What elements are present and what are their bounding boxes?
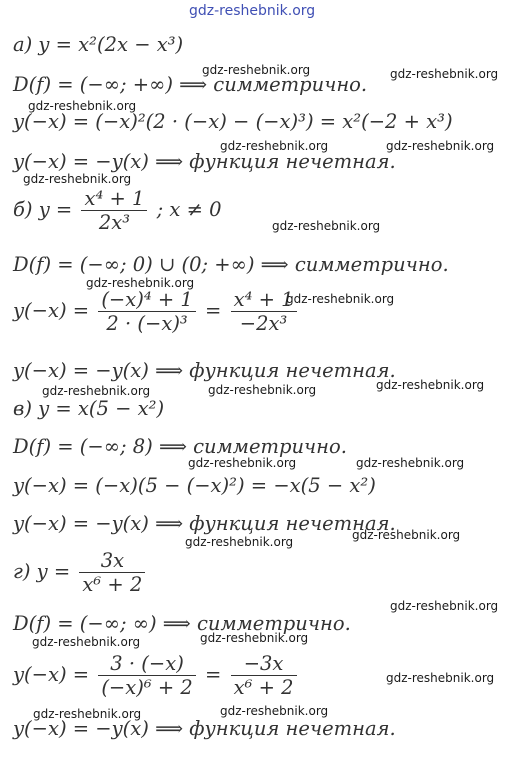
part-c-substitution: y(−x) = (−x)(5 − (−x)²) = −x(5 − x²) <box>13 474 376 497</box>
part-b-function-lhs: б) y = <box>13 198 73 221</box>
part-b-function <box>13 187 222 234</box>
part-b-fraction <box>81 187 147 234</box>
watermark: gdz-reshebnik.org <box>376 378 485 392</box>
part-c-function: в) y = x(5 − x²) <box>13 397 165 420</box>
watermark: gdz-reshebnik.org <box>352 528 461 542</box>
fraction-numerator: (−x)⁴ + 1 <box>98 288 196 312</box>
watermark: gdz-reshebnik.org <box>390 67 499 81</box>
watermark: gdz-reshebnik.org <box>390 599 499 613</box>
part-b-domain: D(f) = (−∞; 0) ∪ (0; +∞) ⟹ симметрично. <box>13 253 449 276</box>
part-a-substitution: y(−x) = (−x)²(2 · (−x) − (−x)³) = x²(−2 + x³) <box>13 110 453 133</box>
fraction-numerator: −3x <box>231 652 297 676</box>
part-d-function-lhs: г) y = <box>13 560 71 583</box>
fraction-numerator: x⁴ + 1 <box>231 288 297 312</box>
part-b-condition: ; x ≠ 0 <box>156 198 222 221</box>
part-b-substitution-lhs: y(−x) = <box>13 299 90 322</box>
part-a-function: а) y = x²(2x − x³) <box>13 33 184 56</box>
fraction-denominator: (−x)⁶ + 2 <box>101 676 193 699</box>
watermark: gdz-reshebnik.org <box>208 383 317 397</box>
part-b-substitution <box>13 288 300 335</box>
fraction-denominator: 2x³ <box>98 211 131 234</box>
watermark: gdz-reshebnik.org <box>220 139 329 153</box>
watermark: gdz-reshebnik.org <box>272 219 381 233</box>
fraction-numerator: 3x <box>79 549 145 573</box>
part-b-conclusion: y(−x) = −y(x) ⟹ функция нечетная. <box>13 359 396 382</box>
fraction-denominator: x⁶ + 2 <box>233 676 294 699</box>
watermark: gdz-reshebnik.org <box>220 704 329 718</box>
part-d-substitution-lhs: y(−x) = <box>13 663 90 686</box>
watermark: gdz-reshebnik.org <box>386 671 495 685</box>
part-a-domain: D(f) = (−∞; +∞) ⟹ симметрично. <box>13 73 368 96</box>
watermark: gdz-reshebnik.org <box>33 707 142 721</box>
part-d-conclusion: y(−x) = −y(x) ⟹ функция нечетная. <box>13 717 396 740</box>
part-d-fraction <box>79 549 145 596</box>
watermark: gdz-reshebnik.org <box>286 292 395 306</box>
watermark: gdz-reshebnik.org <box>200 631 309 645</box>
watermark: gdz-reshebnik.org <box>86 276 195 290</box>
watermark: gdz-reshebnik.org <box>185 535 294 549</box>
watermark: gdz-reshebnik.org <box>356 456 465 470</box>
part-d-function <box>13 549 148 596</box>
watermark: gdz-reshebnik.org <box>28 99 137 113</box>
fraction-denominator: −2x³ <box>239 312 288 335</box>
site-header-watermark[interactable]: gdz-reshebnik.org <box>189 3 316 19</box>
part-d-domain: D(f) = (−∞; ∞) ⟹ симметрично. <box>13 612 351 635</box>
watermark: gdz-reshebnik.org <box>386 139 495 153</box>
part-a-conclusion: y(−x) = −y(x) ⟹ функция нечетная. <box>13 150 396 173</box>
fraction-denominator: x⁶ + 2 <box>82 573 143 596</box>
part-c-conclusion: y(−x) = −y(x) ⟹ функция нечетная. <box>13 512 396 535</box>
part-b-fraction-1 <box>98 288 196 335</box>
watermark: gdz-reshebnik.org <box>23 172 132 186</box>
watermark: gdz-reshebnik.org <box>202 63 311 77</box>
part-d-fraction-2 <box>231 652 297 699</box>
fraction-numerator: 3 · (−x) <box>98 652 196 676</box>
equals-sign: = <box>205 663 222 686</box>
part-d-fraction-1 <box>98 652 196 699</box>
part-d-substitution <box>13 652 300 699</box>
fraction-denominator: 2 · (−x)³ <box>106 312 188 335</box>
watermark: gdz-reshebnik.org <box>188 456 297 470</box>
equals-sign: = <box>205 299 222 322</box>
watermark: gdz-reshebnik.org <box>42 384 151 398</box>
fraction-numerator: x⁴ + 1 <box>81 187 147 211</box>
part-c-domain: D(f) = (−∞; 8) ⟹ симметрично. <box>13 435 347 458</box>
watermark: gdz-reshebnik.org <box>32 635 141 649</box>
